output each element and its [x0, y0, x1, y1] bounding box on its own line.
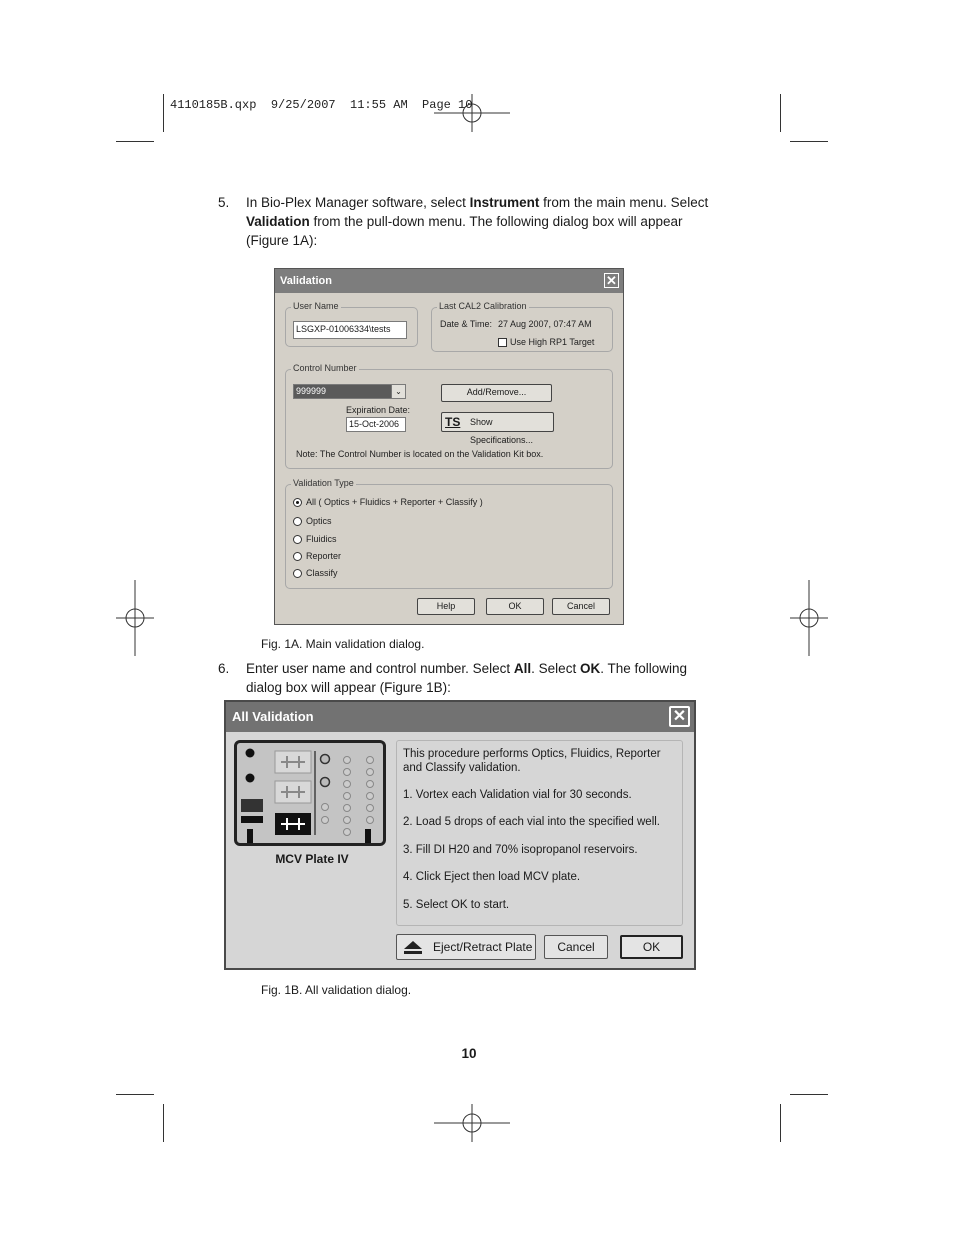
crop-mark	[163, 94, 164, 132]
instruction-step: 2. Load 5 drops of each vial into the specified well.	[403, 816, 660, 828]
crop-mark	[163, 1104, 164, 1142]
radio-label-all: All ( Optics + Fluidics + Reporter + Classify )	[306, 497, 483, 507]
calibration-group	[431, 301, 613, 352]
print-slug: 4110185B.qxp 9/25/2007 11:55 AM Page 10	[170, 98, 473, 112]
crop-mark	[116, 1094, 154, 1095]
crop-mark	[790, 141, 828, 142]
ok-button[interactable]: OK	[620, 935, 683, 959]
expiration-date-field[interactable]: 15-Oct-2006	[346, 417, 406, 432]
page-number: 10	[461, 1046, 477, 1061]
crop-mark	[780, 94, 781, 132]
radio-label-optics: Optics	[306, 516, 332, 526]
radio-optics[interactable]	[293, 517, 302, 526]
mcv-plate-diagram	[234, 740, 386, 846]
step-number: 6.	[218, 661, 230, 676]
specifications-icon: TS	[445, 415, 461, 429]
instruction-step: 4. Click Eject then load MCV plate.	[403, 871, 581, 883]
instruction-step: 1. Vortex each Validation vial for 30 seconds.	[403, 789, 632, 801]
all-validation-dialog	[224, 700, 696, 970]
control-note: Note: The Control Number is located on the Validation Kit box.	[296, 449, 544, 459]
radio-label-fluidics: Fluidics	[306, 534, 337, 544]
radio-label-classify: Classify	[306, 568, 338, 578]
control-number-group	[285, 363, 613, 469]
chevron-down-icon[interactable]: ⌄	[391, 385, 405, 398]
radio-reporter[interactable]	[293, 552, 302, 561]
step-number: 5.	[218, 195, 230, 210]
registration-mark-icon	[116, 580, 154, 656]
validation-dialog	[274, 268, 624, 625]
radio-label-reporter: Reporter	[306, 551, 342, 561]
dialog-titlebar	[275, 269, 623, 293]
crop-mark	[116, 141, 154, 142]
user-name-group	[285, 301, 418, 347]
show-specifications-button[interactable]: TS Show Specifications...	[441, 412, 554, 432]
cancel-button[interactable]: Cancel	[544, 935, 608, 959]
instructions-intro: This procedure performs Optics, Fluidics, Reporter and Classify validation.	[403, 748, 661, 774]
cancel-button[interactable]: Cancel	[552, 598, 610, 615]
radio-all[interactable]	[293, 498, 302, 507]
control-number-select[interactable]: 999999 ⌄	[293, 384, 406, 399]
figure-caption: Fig. 1A. Main validation dialog.	[261, 637, 425, 651]
registration-mark-icon	[434, 1104, 510, 1142]
expiration-label: Expiration Date:	[346, 405, 411, 415]
dialog-titlebar	[226, 702, 694, 732]
group-legend: Last CAL2 Calibration	[439, 301, 527, 311]
group-legend: Control Number	[293, 363, 357, 373]
plate-wells-icon	[237, 743, 383, 843]
date-value: 27 Aug 2007, 07:47 AM	[498, 319, 592, 329]
instruction-step: 3. Fill DI H20 and 70% isopropanol reservoirs.	[403, 844, 638, 856]
close-icon[interactable]: ✕	[604, 273, 619, 288]
eject-icon	[403, 940, 423, 956]
step-text: In Bio-Plex Manager software, select Instrument from the main menu. Select Validation from the pull-down menu. The following dialog box will appear (Figure 1A):	[246, 195, 709, 248]
instruction-step: 5. Select OK to start.	[403, 899, 510, 911]
validation-type-group	[285, 478, 613, 589]
group-legend: User Name	[293, 301, 339, 311]
group-legend: Validation Type	[293, 478, 354, 488]
dialog-title: All Validation	[232, 709, 314, 724]
dialog-title: Validation	[280, 275, 332, 287]
crop-mark	[780, 1104, 781, 1142]
instructions-panel	[396, 740, 683, 926]
user-name-input[interactable]: LSGXP-01006334\tests	[293, 321, 407, 339]
high-rp1-checkbox[interactable]	[498, 338, 507, 347]
registration-mark-icon	[790, 580, 828, 656]
help-button[interactable]: Help	[417, 598, 475, 615]
checkbox-label: Use High RP1 Target	[510, 337, 595, 347]
ok-button[interactable]: OK	[486, 598, 544, 615]
close-icon[interactable]: ✕	[669, 706, 690, 727]
step-text: Enter user name and control number. Select All. Select OK. The following dialog box will appear (Figure 1B):	[246, 661, 688, 695]
plate-label: MCV Plate IV	[275, 852, 349, 866]
radio-fluidics[interactable]	[293, 535, 302, 544]
date-label: Date & Time:	[440, 319, 493, 329]
eject-retract-plate-button[interactable]: Eject/Retract Plate	[396, 934, 536, 960]
figure-caption: Fig. 1B. All validation dialog.	[261, 983, 412, 997]
radio-classify[interactable]	[293, 569, 302, 578]
add-remove-button[interactable]: Add/Remove...	[441, 384, 552, 402]
crop-mark	[790, 1094, 828, 1095]
